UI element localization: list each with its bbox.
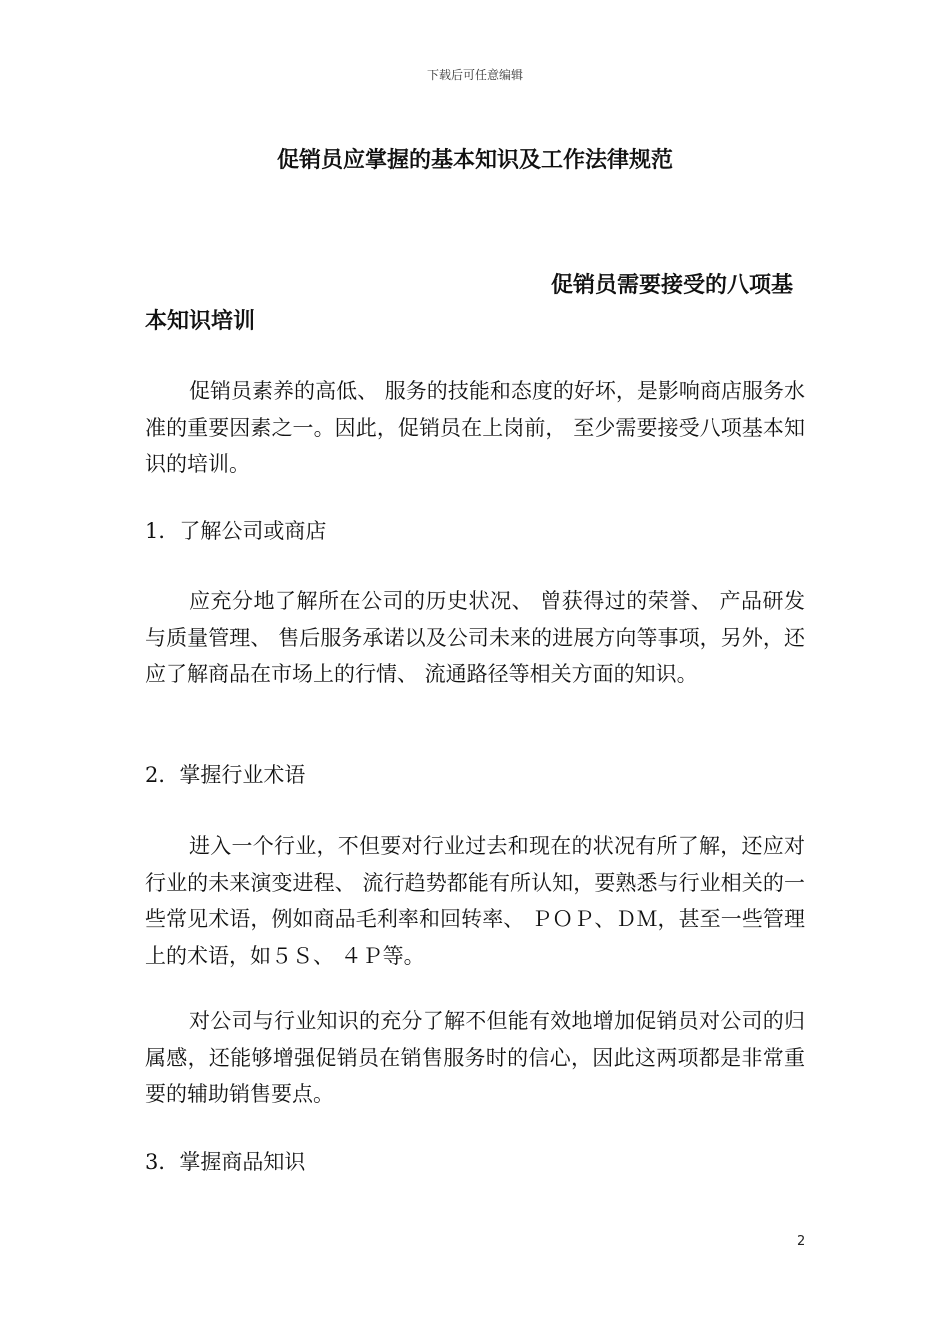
- section-heading-line-2: 本知识培训: [145, 309, 256, 334]
- item-1-title: [145, 513, 805, 549]
- section-heading-line-1: 促销员需要接受的八项基: [550, 273, 793, 298]
- section-heading: [145, 268, 805, 340]
- item-3-number: 3．: [145, 1150, 180, 1174]
- item-3-title: [145, 1144, 805, 1180]
- document-title: 促销员应掌握的基本知识及工作法律规范: [276, 148, 673, 173]
- item-2-label: 掌握行业术语: [179, 763, 306, 787]
- item-1-label: 了解公司或商店: [179, 519, 327, 543]
- intro-paragraph: 促销员素养的高低、 服务的技能和态度的好坏，是影响商店服务水准的重要因素之一。因此，促销员在上岗前， 至少需要接受八项基本知识的培训。: [145, 379, 805, 476]
- item-1-paragraph: 应充分地了解所在公司的历史状况、 曾获得过的荣誉、 产品研发与质量管理、 售后服务承诺以及公司未来的进展方向等事项，另外，还应了解商品在市场上的行情、 流通路径等相关方面的知识。: [145, 589, 805, 686]
- item-3-label: 掌握商品知识: [179, 1150, 306, 1174]
- item-2-paragraph-1: 进入一个行业，不但要对行业过去和现在的状况有所了解，还应对行业的未来演变进程、 流行趋势都能有所认知，要熟悉与行业相关的一些常见术语，例如商品毛利率和回转率、 ＰＯＰ、ＤＭ，甚至一些管理上的术语，如５Ｓ、 ４Ｐ等。: [145, 834, 805, 968]
- page-number: 2: [797, 1234, 806, 1249]
- item-1-number: 1．: [145, 519, 180, 543]
- header-note: 下载后可任意编辑: [426, 68, 523, 82]
- item-2-title: [145, 757, 805, 793]
- item-2-paragraph-2: 对公司与行业知识的充分了解不但能有效地增加促销员对公司的归属感，还能够增强促销员在销售服务时的信心，因此这两项都是非常重要的辅助销售要点。: [145, 1009, 805, 1106]
- item-2-number: 2．: [145, 763, 180, 787]
